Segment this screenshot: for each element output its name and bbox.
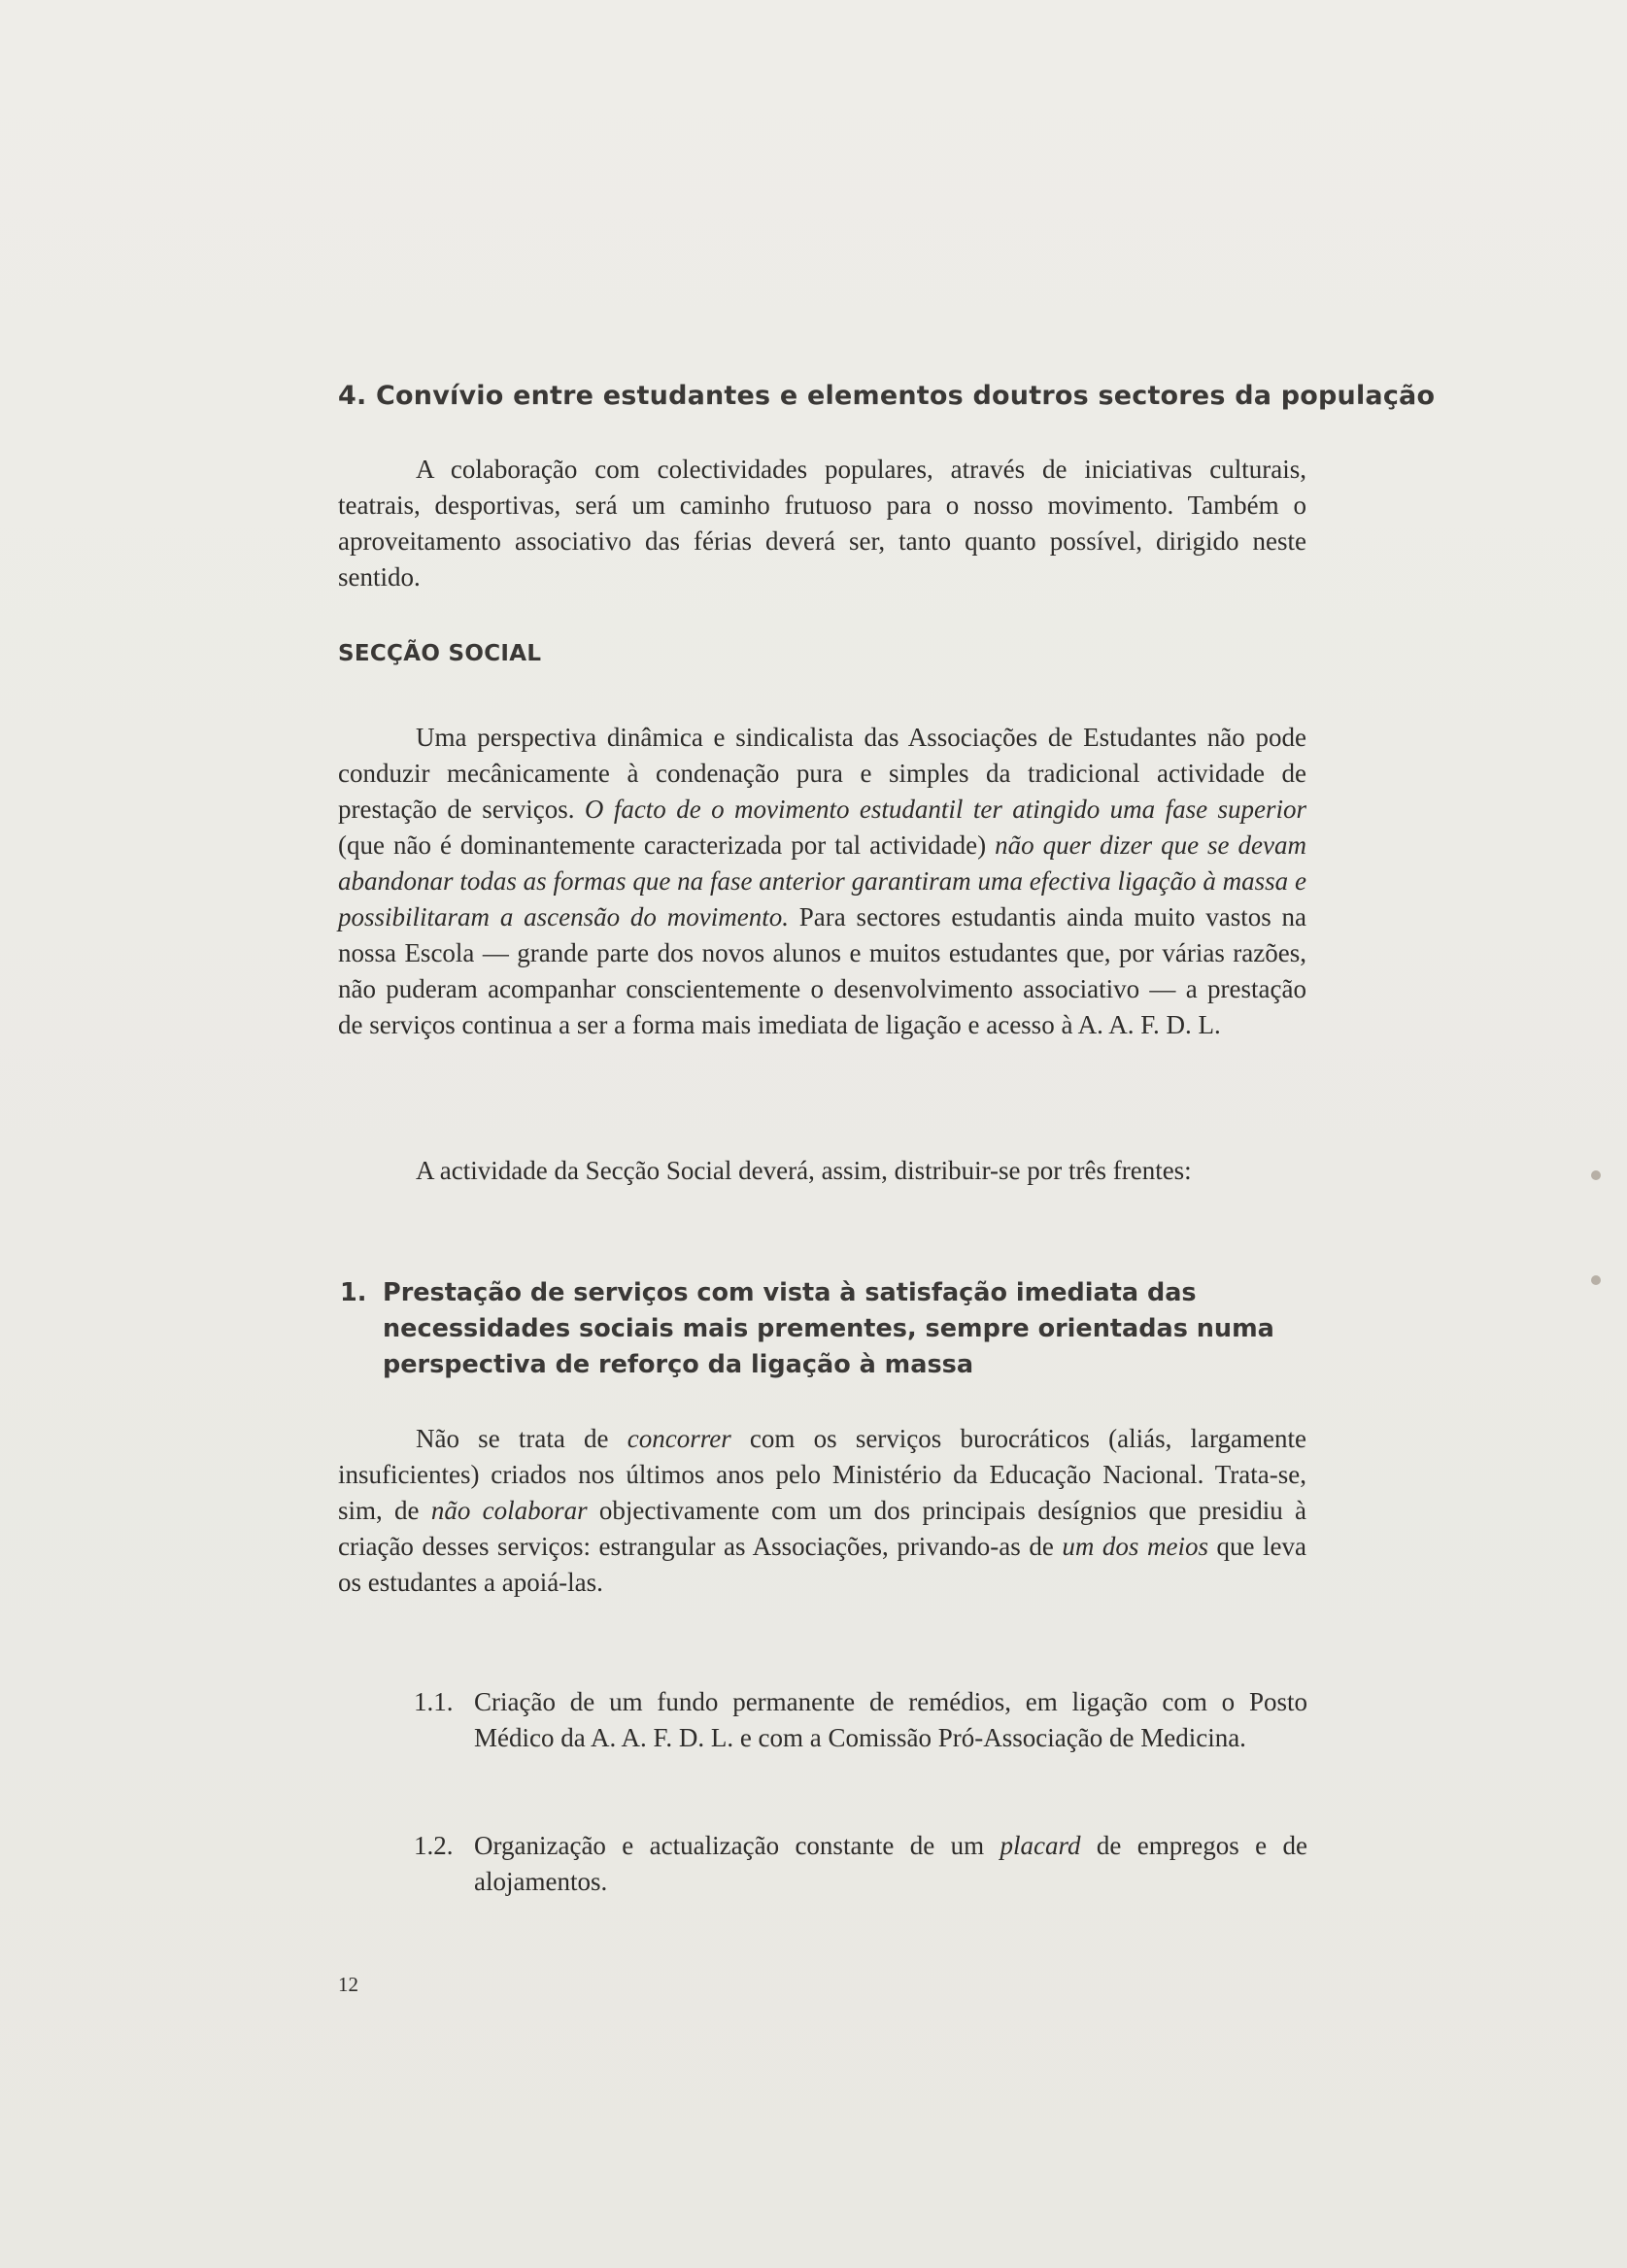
text-run: objectivamente com um dos principais desígnios que presidiu à criação desses serviços: estrangular as Associações, privando-as de bbox=[338, 1496, 1306, 1561]
item-1-title: Prestação de serviços com vista à satisfação imediata das necessidades sociais mais prementes, sempre orientadas numa perspectiva de reforço da ligação à massa bbox=[383, 1278, 1274, 1379]
text-run: que leva os estudantes a apoiá-las. bbox=[338, 1532, 1306, 1597]
italic-text-run: não colaborar bbox=[430, 1496, 588, 1525]
text-run: Não se trata de bbox=[416, 1424, 627, 1453]
subitem-number: 1.2. bbox=[414, 1831, 454, 1860]
subitem-text: Criação de um fundo permanente de remédios, em ligação com o Posto Médico da A. A. F. D. L. e com a Comissão Pró-Associação de Medicina. bbox=[474, 1687, 1307, 1752]
text-run: de empregos e de alojamentos. bbox=[474, 1831, 1307, 1896]
text-run: Organização e actualização constante de um bbox=[474, 1831, 1000, 1860]
italic-text-run: não quer dizer que se devam abandonar todas as formas que na fase anterior garantiram uma efectiva ligação à massa e possibilitaram a ascensão do movimento. bbox=[338, 830, 1306, 931]
item-1-paragraph bbox=[338, 1421, 1306, 1601]
margin-speck bbox=[1591, 1170, 1601, 1180]
page-number: 12 bbox=[338, 1973, 358, 1996]
item-1-number: 1. bbox=[340, 1278, 367, 1307]
text-run: Para sectores estudantis ainda muito vastos na nossa Escola — grande parte dos novos alunos e muitos estudantes que, por várias razões, não puderam acompanhar conscientemente o desenvolvimento associativo — a prestação de serviços continua a ser a forma mais imediata de ligação e acesso à A. A. F. D. L. bbox=[338, 902, 1306, 1039]
text-run: Uma perspectiva dinâmica e sindicalista das Associações de Estudantes não pode conduzir mecânicamente à condenação pura e simples da tradicional actividade de prestação de serviços. bbox=[338, 723, 1306, 824]
italic-text-run: placard bbox=[1000, 1831, 1081, 1860]
seccao-social-paragraph-2: A actividade da Secção Social deverá, assim, distribuir-se por três frentes: bbox=[416, 1156, 1192, 1185]
text-run: com os serviços burocráticos (aliás, largamente insuficientes) criados nos últimos anos pelo Ministério da Educação Nacional. Trata-se, sim, de bbox=[338, 1424, 1307, 1525]
subitem-number: 1.1. bbox=[414, 1687, 454, 1716]
section-4-paragraph: A colaboração com colectividades populares, através de iniciativas culturais, teatrais, desportivas, será um caminho frutuoso para o nosso movimento. Também o aproveitamento associativo das férias deverá ser, tanto quanto possível, dirigido neste sentido. bbox=[338, 455, 1306, 592]
section-4-heading: 4. Convívio entre estudantes e elementos doutros sectores da população bbox=[338, 381, 1436, 411]
subitem-text bbox=[474, 1828, 1307, 1900]
margin-speck bbox=[1591, 1275, 1601, 1285]
seccao-social-paragraph-1 bbox=[338, 720, 1306, 1043]
italic-text-run: O facto de o movimento estudantil ter atingido uma fase superior bbox=[584, 795, 1306, 824]
italic-text-run: um dos meios bbox=[1062, 1532, 1208, 1561]
italic-text-run: concorrer bbox=[627, 1424, 731, 1453]
text-run: (que não é dominantemente caracterizada por tal actividade) bbox=[338, 830, 996, 860]
seccao-social-heading: SECÇÃO SOCIAL bbox=[338, 641, 542, 666]
